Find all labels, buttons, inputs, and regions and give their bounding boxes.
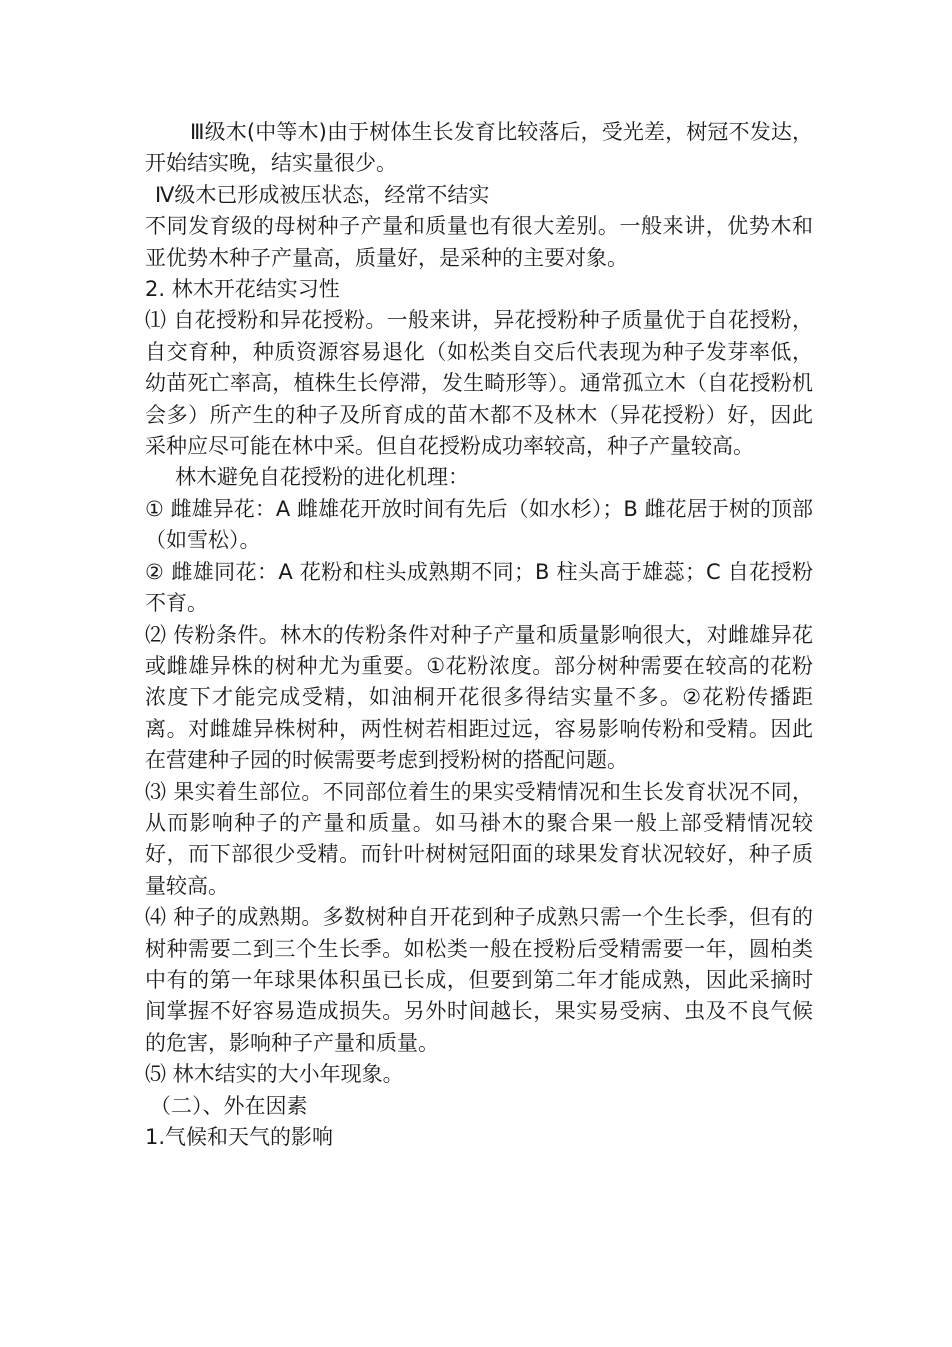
paragraph-mast-years: ⑸ 林木结实的大小年现象。 [145, 1062, 404, 1087]
paragraph-fruit-position: ⑶ 果实着生部位。不同部位着生的果实受精情况和生长发育状况不同，从而影响种子的产量和质量。如马褂木的聚合果一般上部受精情况较好，而下部很少受精。而针叶树树冠阳面的球果发育状况较好，种子质量较高。 [145, 779, 813, 898]
paragraph-hermaphrodite: ② 雌雄同花：A 花粉和柱头成熟期不同；B 柱头高于雄蕊；C 自花授粉不育。 [145, 559, 813, 616]
paragraph-self-and-cross-pollination: ⑴ 自花授粉和异花授粉。一般来讲，异花授粉种子质量优于自花授粉，自交育种，种质资源容易退化（如松类自交后代表现为种子发芽率低，幼苗死亡率高，植株生长停滞，发生畸形等）。通常孤立木（自花授粉机会多）所产生的种子及所育成的苗木都不及林木（异花授粉）好，因此采种应尽可能在林中采。但自花授粉成功率较高，种子产量较高。 [145, 308, 813, 459]
paragraph-grade-3-trees: Ⅲ级木(中等木)由于树体生长发育比较落后，受光差，树冠不发达，开始结实晚，结实量很少。 [145, 120, 813, 176]
section-heading-climate-weather: 1.气候和天气的影响 [145, 1125, 334, 1149]
paragraph-mother-tree-quality: 不同发育级的母树种子产量和质量也有很大差别。一般来讲，优势木和亚优势木种子产量高，质量好，是采种的主要对象。 [145, 214, 813, 270]
paragraph-seed-maturity: ⑷ 种子的成熟期。多数树种自开花到种子成熟只需一个生长季，但有的树种需要二到三个生长季。如松类一般在授粉后受精需要一年，圆柏类中有的第一年球果体积虽已长成，但要到第二年才能成熟，因此采摘时间掌握不好容易造成损失。另外时间越长，果实易受病、虫及不良气候的危害，影响种子产量和质量。 [145, 905, 813, 1055]
paragraph-evolution-mechanism-heading: 林木避免自花授粉的进化机理： [175, 465, 469, 490]
paragraph-grade-4-trees: Ⅳ级木已形成被压状态，经常不结实 [155, 182, 490, 207]
paragraph-monoecious-diclinous: ① 雌雄异花：A 雌雄花开放时间有先后（如水杉）；B 雌花居于树的顶部（如雪松）。 [145, 496, 813, 553]
section-heading-flowering-habits: 2. 林木开花结实习性 [145, 277, 340, 302]
section-heading-external-factors: （二）、外在因素 [150, 1093, 308, 1118]
document-body [145, 117, 813, 1153]
paragraph-pollination-conditions: ⑵ 传粉条件。林木的传粉条件对种子产量和质量影响很大，对雌雄异花或雌雄异株的树种尤为重要。①花粉浓度。部分树种需要在较高的花粉浓度下才能完成受精，如油桐开花很多得结实量不多。②花粉传播距离。对雌雄异株树种，两性树若相距过远，容易影响传粉和受精。因此在营建种子园的时候需要考虑到授粉树的搭配问题。 [145, 622, 813, 773]
